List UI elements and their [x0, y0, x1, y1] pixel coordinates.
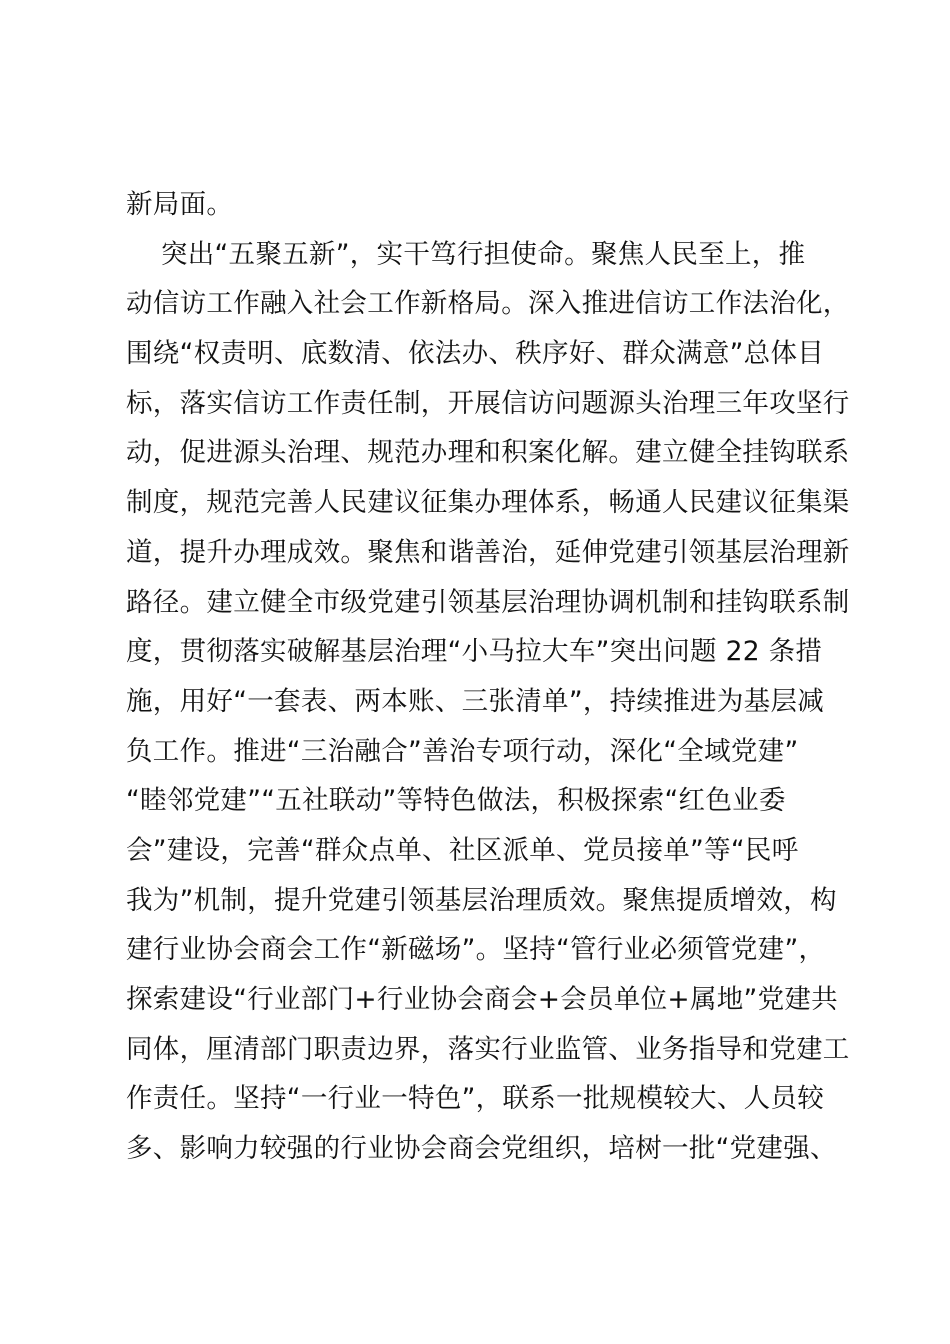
- text-line: 围绕“权责明、底数清、依法办、秩序好、群众满意”总体目: [126, 338, 825, 370]
- text-line: 动，促进源头治理、规范办理和积案化解。建立健全挂钩联系: [126, 437, 850, 469]
- text-line: 建行业协会商会工作“新磁场”。坚持“管行业必须管党建”，: [126, 934, 826, 966]
- text-line: 制度，规范完善人民建议征集办理体系，畅通人民建议征集渠: [126, 487, 850, 519]
- text-line: 新局面。: [126, 189, 234, 220]
- text-line: 我为”机制，提升党建引领基层治理质效。聚焦提质增效，构: [126, 884, 837, 916]
- text-line: 施，用好“一套表、两本账、三张清单”，持续推进为基层减: [126, 685, 825, 717]
- text-line: 标，落实信访工作责任制，开展信访问题源头治理三年攻坚行: [126, 387, 850, 419]
- text-line: 探索建设“行业部门+行业协会商会+会员单位+属地”党建共: [126, 984, 838, 1015]
- text-line: 突出“五聚五新”，实干笃行担使命。聚焦人民至上，推: [126, 238, 806, 270]
- text-line: 道，提升办理成效。聚焦和谐善治，延伸党建引领基层治理新: [126, 536, 850, 568]
- text-line: 会”建设，完善“群众点单、社区派单、党员接单”等“民呼: [126, 834, 799, 866]
- text-line: 作责任。坚持“一行业一特色”，联系一批规模较大、人员较: [126, 1083, 825, 1115]
- text-line: 动信访工作融入社会工作新格局。深入推进信访工作法治化，: [126, 288, 850, 320]
- text-line: 负工作。推进“三治融合”善治专项行动，深化“全域党建”: [126, 735, 799, 767]
- text-line: 多、影响力较强的行业协会商会党组织，培树一批“党建强、: [126, 1133, 837, 1165]
- text-line: 同体，厘清部门职责边界，落实行业监管、业务指导和党建工: [126, 1033, 850, 1065]
- text-line: 度，贯彻落实破解基层治理“小马拉大车”突出问题 22 条措: [126, 636, 823, 668]
- text-line: 路径。建立健全市级党建引领基层治理协调机制和挂钩联系制: [126, 586, 850, 618]
- body-text: [126, 180, 850, 1174]
- text-line: “睦邻党建”“五社联动”等特色做法，积极探索“红色业委: [126, 785, 786, 817]
